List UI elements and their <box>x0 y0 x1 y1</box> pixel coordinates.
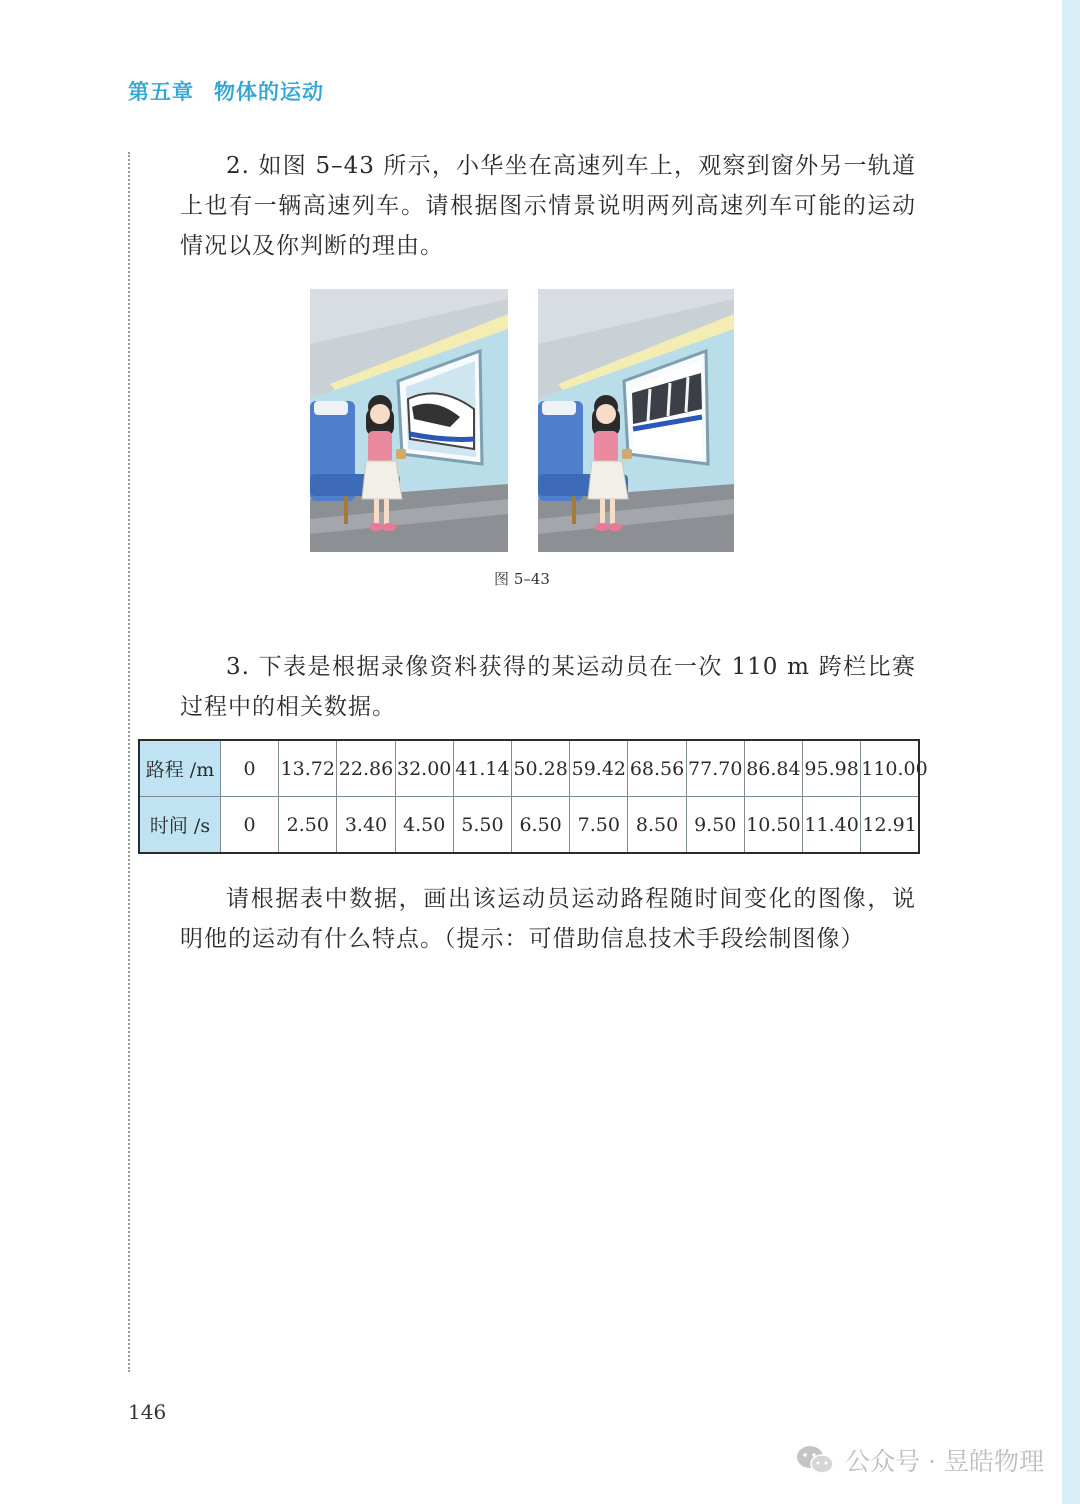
table-cell: 10.50 <box>744 797 802 854</box>
figure-panel-left <box>310 289 508 552</box>
table-cell: 32.00 <box>395 740 453 797</box>
table-cell: 9.50 <box>686 797 744 854</box>
side-color-band <box>1062 0 1080 1504</box>
table-cell: 95.98 <box>803 740 861 797</box>
table-cell: 86.84 <box>744 740 802 797</box>
chapter-number: 第五章 <box>128 79 194 104</box>
page-number: 146 <box>128 1400 167 1424</box>
table-cell: 59.42 <box>570 740 628 797</box>
table-cell: 11.40 <box>803 797 861 854</box>
table-cell: 2.50 <box>279 797 337 854</box>
hurdle-race-data-table <box>138 739 928 854</box>
train-interior-illustration-left <box>310 289 508 552</box>
table-cell: 68.56 <box>628 740 686 797</box>
question-2-text: 2. 如图 5–43 所示，小华坐在高速列车上，观察到窗外另一轨道上也有一辆高速列车。请根据图示情景说明两列高速列车可能的运动情况以及你判断的理由。 <box>180 153 916 259</box>
wechat-icon <box>795 1444 835 1476</box>
table-cell: 77.70 <box>686 740 744 797</box>
table-cell: 0 <box>221 797 279 854</box>
question-3-follow-up: 请根据表中数据，画出该运动员运动路程随时间变化的图像，说明他的运动有什么特点。（提示：可借助信息技术手段绘制图像） <box>180 886 916 952</box>
table-row-distance <box>139 740 919 797</box>
watermark-text: 公众号 · 昱皓物理 <box>845 1447 1044 1476</box>
table-cell: 110.00 <box>861 740 919 797</box>
table-cell: 5.50 <box>453 797 511 854</box>
table-cell: 8.50 <box>628 797 686 854</box>
chapter-header <box>128 76 324 106</box>
table-cell: 3.40 <box>337 797 395 854</box>
table-cell: 12.91 <box>861 797 919 854</box>
table-cell: 22.86 <box>337 740 395 797</box>
table-cell: 6.50 <box>512 797 570 854</box>
table-cell: 0 <box>221 740 279 797</box>
chapter-title: 物体的运动 <box>214 79 324 104</box>
train-interior-illustration-right <box>538 289 734 552</box>
question-3-intro: 3. 下表是根据录像资料获得的某运动员在一次 110 m 跨栏比赛过程中的相关数据。 <box>180 654 916 720</box>
table-cell: 13.72 <box>279 740 337 797</box>
table-cell: 50.28 <box>512 740 570 797</box>
margin-dotted-rule <box>128 152 130 1372</box>
watermark <box>795 1442 1044 1478</box>
table-cell: 4.50 <box>395 797 453 854</box>
figure-caption: 图 5–43 <box>494 570 550 588</box>
table-cell: 41.14 <box>453 740 511 797</box>
table-cell: 7.50 <box>570 797 628 854</box>
table-row-time <box>139 797 919 854</box>
row-label-distance: 路程 /m <box>139 740 221 797</box>
figure-panel-right <box>538 289 734 552</box>
row-label-time: 时间 /s <box>139 797 221 854</box>
